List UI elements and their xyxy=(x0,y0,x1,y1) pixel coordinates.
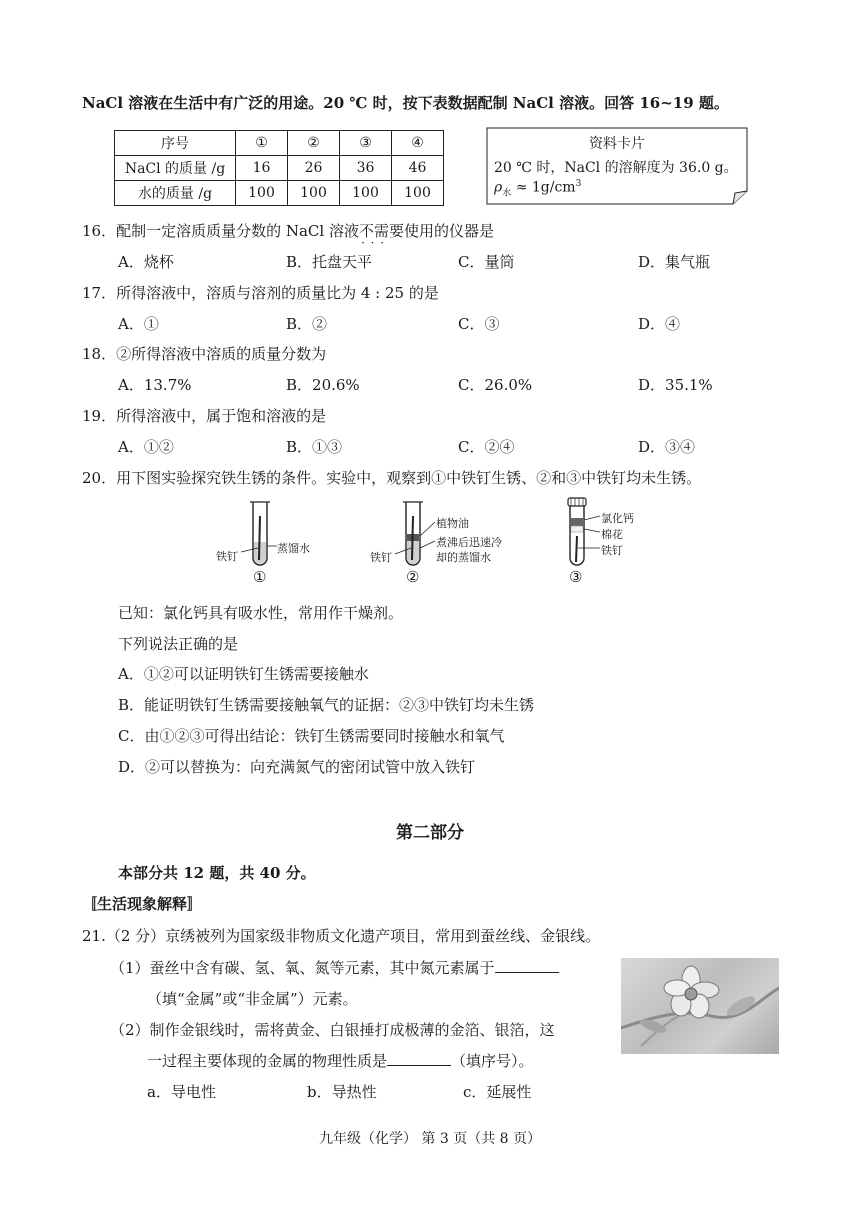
question-18-stem: 18．②所得溶液中溶质的质量分数为 xyxy=(82,345,327,363)
q18-option-b[interactable]: B．20.6% xyxy=(286,376,360,394)
question-20-stem: 20．用下图实验探究铁生锈的条件。实验中，观察到①中铁钉生锈、②和③中铁钉均未生锈。 xyxy=(82,469,702,487)
q20-option-d[interactable]: D．②可以替换为：向充满氮气的密闭试管中放入铁钉 xyxy=(118,758,476,776)
table-header-cell: ② xyxy=(288,131,340,156)
table-cell: 100 xyxy=(236,181,288,206)
q21-part-1-hint: （填“金属”或“非金属”）元素。 xyxy=(147,990,358,1008)
label-iron-nail-2: 铁钉 xyxy=(370,551,392,564)
answer-blank-2[interactable] xyxy=(387,1051,451,1066)
label-boiled-water-b: 却的蒸馏水 xyxy=(436,551,491,564)
embroidery-flower-image xyxy=(621,958,779,1054)
q19-option-c[interactable]: C．②④ xyxy=(458,438,515,456)
q17-option-a[interactable]: A．① xyxy=(118,315,159,333)
test-tube-2 xyxy=(395,502,435,565)
table-header-row xyxy=(115,131,444,156)
table-header-cell: ① xyxy=(236,131,288,156)
table-cell: 26 xyxy=(288,156,340,181)
table-cell: 100 xyxy=(288,181,340,206)
q17-option-b[interactable]: B．② xyxy=(286,315,328,333)
q17-option-d[interactable]: D．④ xyxy=(638,315,681,333)
section-note: 本部分共 12 题，共 40 分。 xyxy=(118,864,316,882)
info-card-title: 资料卡片 xyxy=(589,136,645,152)
q18-option-d[interactable]: D．35.1% xyxy=(638,376,713,394)
q20-option-b[interactable]: B．能证明铁钉生锈需要接触氧气的证据：②③中铁钉均未生锈 xyxy=(118,696,535,714)
q19-option-b[interactable]: B．①③ xyxy=(286,438,343,456)
table-row xyxy=(115,156,444,181)
label-distilled-water: 蒸馏水 xyxy=(277,542,310,555)
density-exponent: 3 xyxy=(575,179,582,189)
table-header-cell: 序号 xyxy=(115,131,236,156)
q18-option-c[interactable]: C．26.0% xyxy=(458,376,533,394)
label-iron-nail-1: 铁钉 xyxy=(216,550,238,563)
table-row xyxy=(115,181,444,206)
label-boiled-water-a: 煮沸后迅速冷 xyxy=(436,536,502,549)
label-calcium-chloride: 氯化钙 xyxy=(601,512,634,525)
q16-option-b[interactable]: B．托盘天平 xyxy=(286,253,373,271)
test-tube-1 xyxy=(241,502,277,565)
category-heading: 〚生活现象解释〛 xyxy=(82,895,203,913)
q19-option-d[interactable]: D．③④ xyxy=(638,438,696,456)
question-17-stem: 17．所得溶液中，溶质与溶剂的质量比为 4 : 25 的是 xyxy=(82,284,439,302)
q16-option-c[interactable]: C．量筒 xyxy=(458,253,515,271)
label-vegetable-oil: 植物油 xyxy=(436,517,469,530)
question-19-stem: 19．所得溶液中，属于饱和溶液的是 xyxy=(82,407,327,425)
question-16-stem xyxy=(82,220,494,241)
q18-option-a[interactable]: A．13.7% xyxy=(118,376,192,394)
tube-number-3: ③ xyxy=(569,568,583,586)
density-value: ≈ 1g/cm xyxy=(515,179,576,196)
rho-symbol: ρ xyxy=(494,179,503,196)
table-cell: 100 xyxy=(340,181,392,206)
q21-part-2-hint: （填序号）。 xyxy=(451,1052,534,1070)
info-card-density xyxy=(494,179,581,198)
label-cotton: 棉花 xyxy=(601,528,623,541)
table-header-cell: ③ xyxy=(340,131,392,156)
section-title: 第二部分 xyxy=(396,823,464,843)
nacl-data-table xyxy=(114,130,444,206)
table-header-cell: ④ xyxy=(392,131,444,156)
table-cell: 36 xyxy=(340,156,392,181)
rho-subscript: 水 xyxy=(502,188,512,199)
table-row-label: NaCl 的质量 /g xyxy=(115,156,236,181)
q16-emphasis: 不需要 · · · xyxy=(359,222,404,240)
q17-option-c[interactable]: C．③ xyxy=(458,315,500,333)
tube-number-2: ② xyxy=(406,568,420,586)
q21-option-a[interactable]: a．导电性 xyxy=(147,1083,216,1101)
info-card-line: 20 ℃ 时，NaCl 的溶解度为 36.0 g。 xyxy=(494,160,738,176)
q20-option-a[interactable]: A．①②可以证明铁钉生锈需要接触水 xyxy=(118,665,369,683)
rust-experiment-figure xyxy=(215,496,655,596)
tube-number-1: ① xyxy=(253,568,267,586)
answer-blank-1[interactable] xyxy=(495,958,559,973)
q21-part-2-line xyxy=(147,1050,534,1071)
q21-part-1-text: （1）蚕丝中含有碳、氢、氧、氮等元素，其中氮元素属于 xyxy=(110,959,495,977)
q16-stem-part: 使用的仪器是 xyxy=(403,222,494,240)
page-footer: 九年级（化学） 第 3 页（共 8 页） xyxy=(318,1131,542,1147)
q16-option-d[interactable]: D．集气瓶 xyxy=(638,253,711,271)
q21-part-1 xyxy=(110,957,559,978)
q20-known-note: 已知：氯化钙具有吸水性，常用作干燥剂。 xyxy=(118,604,404,622)
test-tube-3 xyxy=(568,498,600,565)
table-cell: 46 xyxy=(392,156,444,181)
label-iron-nail-3: 铁钉 xyxy=(601,544,623,557)
table-cell: 100 xyxy=(392,181,444,206)
table-cell: 16 xyxy=(236,156,288,181)
intro-text: NaCl 溶液在生活中有广泛的用途。20 ℃ 时，按下表数据配制 NaCl 溶液。回答 16~19 题。 xyxy=(82,94,729,112)
embroidery-photo xyxy=(621,958,779,1054)
q20-option-c[interactable]: C．由①②③可得出结论：铁钉生锈需要同时接触水和氧气 xyxy=(118,727,505,745)
q21-part-2-text: 一过程主要体现的金属的物理性质是 xyxy=(147,1052,388,1070)
q16-stem-part: 16．配制一定溶质质量分数的 NaCl 溶液 xyxy=(82,222,359,240)
q21-part-2: （2）制作金银线时，需将黄金、白银捶打成极薄的金箔、银箔，这 xyxy=(110,1021,555,1039)
question-21-stem: 21.（2 分）京绣被列为国家级非物质文化遗产项目，常用到蚕丝线、金银线。 xyxy=(82,927,601,945)
q20-prompt: 下列说法正确的是 xyxy=(118,635,239,653)
table-row-label: 水的质量 /g xyxy=(115,181,236,206)
q19-option-a[interactable]: A．①② xyxy=(118,438,174,456)
q21-option-c[interactable]: c．延展性 xyxy=(463,1083,532,1101)
q21-option-b[interactable]: b．导热性 xyxy=(307,1083,377,1101)
info-card xyxy=(486,127,748,205)
q16-option-a[interactable]: A．烧杯 xyxy=(118,253,174,271)
